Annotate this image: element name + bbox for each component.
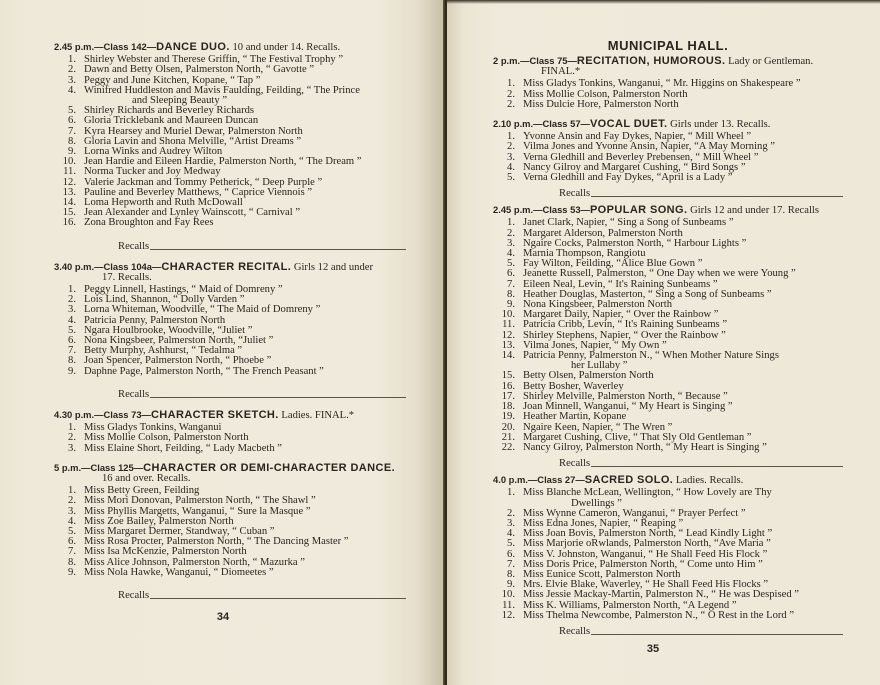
class-time: 2 p.m.—: [493, 55, 530, 66]
entry-line: Miss Mori Donovan, Palmerston North, “ The Shawl ”: [84, 495, 316, 507]
entry-line: Ngaire Cocks, Palmerston North, “ Harbour Lights ”: [523, 237, 747, 249]
list-item: [54, 86, 406, 106]
entry-line: Nancy Gilroy, Palmerston North, “ My Heart is Singing ”: [523, 441, 767, 453]
entry-text: [523, 443, 843, 453]
recalls-label: Recalls: [118, 240, 150, 252]
list-item: [493, 173, 843, 183]
entry-line: Shirley Webster and Therese Griffin, “ The Festival Trophy ”: [84, 54, 344, 66]
entry-number: 3.: [68, 442, 76, 454]
entry-number: 8.: [68, 135, 76, 147]
entry-number: 16.: [62, 217, 76, 229]
entry-line: Miss Nola Hawke, Wanganui, “ Diomeetes ”: [84, 566, 274, 578]
entry-number: 9.: [68, 365, 76, 377]
entry-number: 11.: [63, 166, 76, 178]
venue-heading: MUNICIPAL HALL.: [607, 38, 729, 53]
recalls-line: [118, 389, 406, 400]
entry-number: 11.: [502, 599, 515, 611]
entry-number: 10.: [62, 156, 76, 168]
entry-line: Miss Joan Bovis, Palmerston North, “ Lead Kindly Light ”: [523, 528, 773, 540]
right-page-content: [493, 38, 843, 655]
recalls-line: [559, 458, 843, 469]
entry-line: Miss Edna Jones, Napier, “ Reaping ”: [523, 517, 684, 529]
entry-line: Betty Murphy, Ashhurst, “ Tedalma ”: [84, 345, 243, 357]
class-number: Class 57—: [542, 118, 590, 130]
entry-number: 4.: [507, 248, 515, 260]
entry-text: [523, 488, 843, 508]
entry-number: 1.: [68, 284, 76, 296]
class-section: [493, 475, 843, 637]
entry-line: Mrs. Elvie Blake, Waverley, “ He Shall Feed His Flocks ”: [523, 579, 769, 591]
entry-number: 6.: [68, 536, 76, 548]
entry-list: [54, 423, 406, 454]
list-item: [54, 218, 406, 228]
entry-text: [523, 611, 843, 621]
recalls-blank: [150, 598, 406, 599]
entry-line: Nancy Gilroy and Margaret Cushing, “ Bird Songs ”: [523, 161, 746, 173]
entry-number: 4.: [68, 515, 76, 527]
entry-line: Norma Tucker and Joy Medway: [84, 166, 221, 178]
entry-line: Shirley Melville, Palmerston North, “ Because ”: [523, 390, 728, 402]
recalls-blank: [150, 397, 406, 398]
entry-number: 5.: [68, 525, 76, 537]
recalls-label: Recalls: [118, 589, 150, 601]
entry-number: 15.: [501, 370, 515, 382]
entry-number: 5.: [68, 324, 76, 336]
class-title: CHARACTER SKETCH.: [150, 408, 279, 421]
entry-line-continued: and Sleeping Beauty ”: [132, 95, 228, 107]
entry-number: 10.: [501, 309, 515, 321]
entry-number: 1.: [68, 54, 76, 66]
list-item: [493, 611, 843, 621]
entry-line: Miss Phyllis Margetts, Wanganui, “ Sure la Masque ”: [84, 505, 311, 517]
entry-number: 4.: [507, 161, 515, 173]
entry-line: Ngara Houlbrooke, Woodville, “Juliet ”: [84, 324, 253, 336]
entry-number: 7.: [68, 125, 76, 137]
entry-number: 2.: [507, 88, 515, 100]
entry-number: 3.: [68, 304, 76, 316]
entry-line: Pauline and Beverley Matthews, “ Caprice Viennois ”: [84, 186, 313, 198]
entry-number: 7.: [68, 546, 76, 558]
entry-line-continued: her Lullaby ”: [571, 360, 628, 372]
class-time: 2.45 p.m.—: [54, 41, 104, 52]
entry-number: 7.: [507, 558, 515, 570]
entry-number: 14.: [501, 350, 515, 362]
class-description-continued: 16 and over. Recalls.: [102, 472, 191, 484]
entry-line: Jean Alexander and Lynley Wainscott, “ Carnival ”: [84, 207, 301, 219]
entry-line: Daphne Page, Palmerston North, “ The French Peasant ”: [84, 365, 324, 377]
entry-line: Miss Rosa Procter, Palmerston North, “ The Dancing Master ”: [84, 536, 349, 548]
entry-list: [54, 285, 406, 377]
page-number: 35: [646, 642, 660, 655]
entry-line: Lorna Whiteman, Woodville, “ The Maid of Domreny ”: [84, 304, 321, 316]
entry-line-continued: Dwellings ”: [571, 497, 622, 509]
entry-line: Miss Gladys Tonkins, Wanganui: [84, 422, 222, 434]
entry-line: Miss K. Williams, Palmerston North, “A Legend ”: [523, 599, 737, 611]
entry-number: 8.: [507, 568, 515, 580]
entry-line: Miss Gladys Tonkins, Wanganui, “ Mr. Higgins on Shakespeare ”: [523, 78, 801, 90]
class-title: CHARACTER RECITAL.: [161, 260, 292, 273]
recalls-blank: [591, 466, 843, 467]
class-description: Girls under 13. Recalls.: [667, 119, 771, 131]
entry-line: Fay Wilton, Feilding, “Alice Blue Gown ”: [523, 258, 703, 270]
entry-line: Miss Isa McKenzie, Palmerston North: [84, 546, 247, 558]
entry-number: 2.: [68, 294, 76, 306]
recalls-line: [559, 626, 843, 637]
entry-line: Patricia Cribb, Levin, “ It's Raining Sunbeams ”: [523, 319, 728, 331]
class-time: 2.10 p.m.—: [493, 118, 543, 130]
entry-number: 6.: [507, 548, 515, 560]
list-item: [493, 488, 843, 508]
entry-number: 2.: [68, 432, 76, 444]
class-title: POPULAR SONG.: [589, 204, 688, 217]
entry-line: Jean Hardie and Eileen Hardie, Palmerston North, “ The Dream ”: [84, 156, 362, 168]
class-section: [493, 56, 843, 110]
class-time: 2.45 p.m.—: [493, 204, 543, 216]
class-title: SACRED SOLO.: [584, 474, 674, 487]
entry-number: 2.: [507, 507, 515, 519]
list-item: [54, 367, 406, 377]
entry-line: Shirley Stephens, Napier, “ Over the Rainbow ”: [523, 329, 726, 341]
entry-number: 19.: [501, 411, 515, 423]
class-section: [493, 119, 843, 199]
class-heading: [493, 205, 843, 216]
entry-number: 7.: [507, 278, 515, 290]
entry-line: Patricia Penny, Palmerston N., “ When Mother Nature Sings: [523, 350, 779, 362]
entry-line: Miss Zoe Bailey, Palmerston North: [84, 515, 234, 527]
class-description: Ladies. Recalls.: [673, 475, 744, 487]
entry-line: Miss Mollie Colson, Palmerston North: [523, 88, 688, 100]
entry-text: [84, 444, 406, 454]
entry-list: [493, 132, 843, 183]
entry-line: Miss Blanche McLean, Wellington, “ How Lovely are Thy: [523, 487, 772, 499]
entry-line: Verna Gledhill and Fay Dykes, “April is a Lady ”: [523, 172, 733, 184]
left-page-content: [54, 42, 406, 623]
entry-number: 5.: [68, 105, 76, 117]
entry-number: 9.: [68, 566, 76, 578]
entry-number: 6.: [507, 268, 515, 280]
entry-number: 17.: [501, 390, 515, 402]
class-description: Girls 12 and under 17. Recalls: [687, 205, 819, 217]
class-heading: [54, 410, 406, 421]
entry-text: [84, 568, 406, 578]
entry-number: 3.: [507, 237, 515, 249]
entry-number: 1.: [507, 217, 515, 229]
entry-line: Yvonne Ansin and Fay Dykes, Napier, “ Mill Wheel ”: [523, 131, 752, 143]
entry-text: [523, 100, 843, 110]
entry-line: Miss Alice Johnson, Palmerston North, “ Mazurka ”: [84, 556, 305, 568]
class-description: Ladies. FINAL.*: [278, 409, 355, 421]
class-heading: [54, 42, 406, 53]
entry-number: 3.: [507, 517, 515, 529]
recalls-blank: [591, 634, 843, 635]
entry-line: Kyra Hearsey and Muriel Dewar, Palmerston North: [84, 125, 303, 137]
entry-line: Vilma Jones and Yvonne Ansin, Napier, “A May Morning ”: [523, 141, 775, 153]
entry-number: 6.: [68, 115, 76, 127]
recalls-label: Recalls: [559, 188, 591, 200]
class-section: [54, 410, 406, 454]
entry-number: 14.: [62, 197, 76, 209]
entry-line: Lorna Winks and Audrey Wilton: [84, 146, 223, 158]
entry-number: 2.: [68, 64, 76, 76]
entry-number: 5.: [507, 538, 515, 550]
class-description: Lady or Gentleman.: [725, 56, 814, 67]
entry-line: Miss Betty Green, Feilding: [84, 485, 200, 497]
entry-line: Miss Marjorie oRwlands, Palmerston North, “Ave Maria ”: [523, 538, 771, 550]
entry-line: Loma Hepworth and Ruth McDowall: [84, 197, 243, 209]
entry-line: Janet Clark, Napier, “ Sing a Song of Sunbeams ”: [523, 217, 734, 229]
entry-number: 7.: [68, 345, 76, 357]
entry-line: Marnia Thompson, Rangiotu: [523, 248, 646, 260]
recalls-line: [559, 188, 843, 199]
entry-line: Miss Jessie Mackay-Martin, Palmerston N., “ He was Despised ”: [523, 589, 799, 601]
class-time: 4.0 p.m.—: [493, 474, 538, 486]
entry-number: 1.: [507, 131, 515, 143]
recalls-label: Recalls: [559, 458, 591, 470]
recalls-line: [118, 590, 406, 601]
entry-line: Verna Gledhill and Beverley Prebensen, “ Mill Wheel ”: [523, 151, 759, 163]
entry-number: 3.: [68, 505, 76, 517]
list-item: [54, 444, 406, 454]
list-item: [493, 100, 843, 110]
entry-number: 2.: [507, 227, 515, 239]
entry-line: Betty Olsen, Palmerston North: [523, 370, 654, 382]
entry-line: Margaret Daily, Napier, “ Over the Rainbow ”: [523, 309, 719, 321]
entry-line: Nona Kingsbeer, Palmerston North: [523, 299, 673, 311]
entry-number: 12.: [501, 609, 515, 621]
entry-number: 2.: [507, 141, 515, 153]
entry-line: Betty Bosher, Waverley: [523, 380, 624, 392]
class-number: Class 27—: [537, 474, 585, 486]
entry-line: Miss Wynne Cameron, Wanganui, “ Prayer Perfect ”: [523, 507, 746, 519]
entry-number: 22.: [501, 441, 515, 453]
class-heading: [493, 475, 843, 486]
class-title: CHARACTER OR DEMI-CHARACTER DANCE.: [143, 461, 396, 474]
class-title: DANCE DUO.: [156, 41, 230, 53]
list-item: [54, 568, 406, 578]
entry-number: 3.: [68, 74, 76, 86]
entry-number: 8.: [507, 288, 515, 300]
entry-line: Patricia Penny, Palmerston North: [84, 314, 226, 326]
class-heading: [493, 119, 843, 130]
page-number: 34: [216, 610, 230, 623]
entry-number: 21.: [501, 431, 515, 443]
class-section: [493, 205, 843, 469]
entry-number: 16.: [501, 380, 515, 392]
class-section: [54, 463, 406, 601]
recalls-label: Recalls: [118, 388, 150, 400]
class-title: RECITATION, HUMOROUS.: [576, 55, 726, 67]
entry-line: Miss Margaret Dermer, Standway, “ Cuban ”: [84, 525, 275, 537]
class-number: Class 142—: [103, 41, 157, 52]
entry-line: Miss V. Johnston, Wanganui, “ He Shall Feed His Flock ”: [523, 548, 768, 560]
entry-number: 8.: [68, 556, 76, 568]
class-description-continued: 17. Recalls.: [102, 271, 152, 283]
entry-line: Miss Mollie Colson, Palmerston North: [84, 432, 249, 444]
entry-number: 1.: [68, 422, 76, 434]
entry-number: 12.: [501, 329, 515, 341]
list-item: [493, 351, 843, 371]
entry-text: [84, 367, 406, 377]
class-section: [54, 262, 406, 400]
entry-number: 1.: [507, 487, 515, 499]
entry-line: Heather Martin, Kopane: [523, 411, 627, 423]
class-number: Class 75—: [529, 55, 577, 66]
entry-number: 15.: [62, 207, 76, 219]
entry-line: Miss Eunice Scott, Palmerston North: [523, 568, 681, 580]
class-time: 3.40 p.m.—: [54, 260, 104, 272]
entry-line: Miss Elaine Short, Feilding, “ Lady Macbeth ”: [84, 442, 283, 454]
recalls-label: Recalls: [559, 625, 591, 637]
entry-text: [523, 351, 843, 371]
right-page: [447, 0, 880, 685]
entry-line: Miss Dulcie Hore, Palmerston North: [523, 98, 679, 110]
entry-list: [54, 55, 406, 228]
entry-line: Gloria Tricklebank and Maureen Duncan: [84, 115, 259, 127]
class-description: Girls 12 and under: [291, 261, 373, 273]
entry-list: [54, 486, 406, 578]
entry-line: Gloria Lavin and Shona Melville, “Artist Dreams ”: [84, 135, 302, 147]
entry-line: Joan Spencer, Palmerston North, “ Phoebe ”: [84, 355, 272, 367]
entry-number: 9.: [507, 579, 515, 591]
entry-line: Joan Minnell, Wanganui, “ My Heart is Singing ”: [523, 401, 733, 413]
entry-number: 9.: [507, 299, 515, 311]
entry-line: Zona Broughton and Fay Rees: [84, 217, 214, 229]
entry-number: 12.: [62, 176, 76, 188]
entry-number: 3.: [507, 151, 515, 163]
entry-line: Nona Kingsbeer, Palmerston North, “Juliet ”: [84, 335, 274, 347]
entry-list: [493, 218, 843, 453]
entry-number: 4.: [68, 84, 76, 96]
entry-number: 1.: [507, 78, 515, 90]
class-time: 4.30 p.m.—: [54, 408, 104, 420]
class-number: Class 53—: [542, 204, 590, 216]
entry-number: 4.: [507, 528, 515, 540]
entry-number: 10.: [501, 589, 515, 601]
entry-text: [84, 86, 406, 106]
entry-number: 1.: [68, 485, 76, 497]
entry-line: Shirley Richards and Beverley Richards: [84, 105, 255, 117]
class-number: Class 104a—: [103, 260, 162, 272]
entry-number: 13.: [62, 186, 76, 198]
class-heading: [493, 56, 843, 77]
entry-number: 11.: [502, 319, 515, 331]
class-section: [54, 42, 406, 252]
class-heading: [54, 463, 406, 484]
recalls-line: [118, 241, 406, 252]
entry-number: 2.: [68, 495, 76, 507]
page-shadow: [447, 0, 880, 4]
entry-line: Lois Lind, Shannon, “ Dolly Varden ”: [84, 294, 245, 306]
entry-line: Heather Douglas, Masterton, “ Sing a Song of Sunbeams ”: [523, 288, 772, 300]
class-description-continued: FINAL.*: [541, 66, 581, 78]
entry-text: [523, 173, 843, 183]
entry-number: 6.: [68, 335, 76, 347]
class-time: 5 p.m.—: [54, 461, 91, 473]
entry-line: Peggy Linnell, Hastings, “ Maid of Domreny ”: [84, 284, 283, 296]
entry-text: [84, 218, 406, 228]
recalls-blank: [150, 249, 406, 250]
entry-number: 8.: [68, 355, 76, 367]
class-title: VOCAL DUET.: [589, 118, 668, 131]
entry-line: Margaret Alderson, Palmerston North: [523, 227, 683, 239]
entry-number: 5.: [507, 258, 515, 270]
entry-line: Miss Doris Price, Palmerston North, “ Come unto Him ”: [523, 558, 763, 570]
entry-list: [493, 79, 843, 110]
class-number: Class 125—: [90, 461, 144, 473]
entry-number: 5.: [507, 172, 515, 184]
entry-line: Miss Thelma Newcombe, Palmerston N., “ O Rest in the Lord ”: [523, 609, 795, 621]
entry-number: 18.: [501, 401, 515, 413]
entry-line: Jeanette Russell, Palmerston, “ One Day when we were Young ”: [523, 268, 796, 280]
entry-number: 2.: [507, 98, 515, 110]
entry-number: 13.: [501, 339, 515, 351]
entry-line: Valerie Jackman and Tommy Petherick, “ Deep Purple ”: [84, 176, 323, 188]
recalls-blank: [591, 196, 843, 197]
class-number: Class 73—: [103, 408, 151, 420]
entry-line: Peggy and June Kitchen, Kopane, “ Tap ”: [84, 74, 261, 86]
class-heading: [54, 262, 406, 283]
entry-line: Eileen Neal, Levin, “ It's Raining Sunbeams ”: [523, 278, 718, 290]
list-item: [493, 443, 843, 453]
entry-list: [493, 488, 843, 621]
entry-line: Margaret Cushing, Clive, “ That Sly Old Gentleman ”: [523, 431, 752, 443]
entry-line: Dawn and Betty Olsen, Palmerston North, “ Gavotte ”: [84, 64, 315, 76]
entry-line: Vilma Jones, Napier, “ My Own ”: [523, 339, 667, 351]
entry-number: 20.: [501, 421, 515, 433]
entry-number: 9.: [68, 146, 76, 158]
entry-line: Winifred Huddleston and Mavis Faulding, Feilding, “ The Prince: [84, 84, 360, 96]
class-description: 10 and under 14. Recalls.: [229, 42, 341, 53]
entry-line: Ngaire Keen, Napier, “ The Wren ”: [523, 421, 673, 433]
entry-number: 4.: [68, 314, 76, 326]
